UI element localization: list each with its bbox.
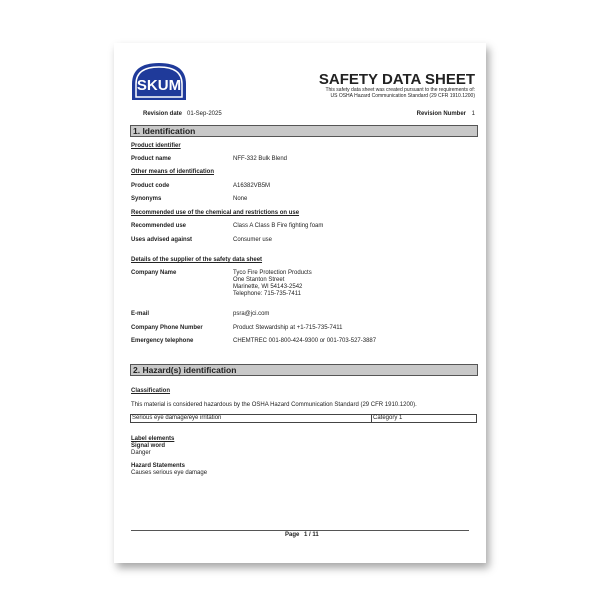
hazard-category: Category 1 [373, 415, 403, 421]
revision-number: 1 [471, 111, 475, 117]
section-2-header: 2. Hazard(s) identification [130, 364, 478, 376]
subtitle-line: US OSHA Hazard Communication Standard (29 CFR 1910.1200) [330, 93, 475, 99]
recommended-use-label: Recommended use [131, 223, 187, 229]
emergency-phone: CHEMTREC 001-800-424-9300 or 001-703-527-3887 [233, 338, 377, 344]
revision-date-label: Revision date [143, 111, 183, 117]
company-line: Tyco Fire Protection Products [233, 270, 312, 276]
company-line: Telephone: 715-735-7411 [233, 291, 301, 297]
classification-heading: Classification [131, 388, 171, 394]
email-label: E-mail [131, 311, 150, 317]
revision-number-label: Revision Number [416, 111, 466, 117]
uses-against: Consumer use [233, 237, 273, 243]
hazard-statements-label: Hazard Statements [131, 463, 186, 469]
signal-word-label: Signal word [131, 443, 166, 449]
phone: Product Stewardship at +1-715-735-7411 [233, 325, 343, 331]
recommended-use-heading: Recommended use of the chemical and restrictions on use [131, 210, 300, 216]
subtitle-line: This safety data sheet was created pursuant to the requirements of: [325, 87, 475, 93]
company-line: One Stanton Street [233, 277, 285, 283]
section-1-header: 1. Identification [130, 125, 478, 137]
signal-word: Danger [131, 450, 151, 456]
synonyms: None [233, 196, 248, 202]
hazard-statement: Causes serious eye damage [131, 470, 208, 476]
product-name: NFF-332 Bulk Blend [233, 156, 288, 162]
label-elements-heading: Label elements [131, 436, 175, 442]
product-name-label: Product name [131, 156, 172, 162]
svg-text:SKUM: SKUM [136, 77, 182, 94]
product-identifier-heading: Product identifier [131, 143, 181, 149]
company-line: Marinette, WI 54143-2542 [233, 284, 303, 290]
product-code: A16382VB5M [233, 183, 271, 189]
page-number: 1 / 11 [304, 532, 319, 538]
emergency-label: Emergency telephone [131, 338, 194, 344]
page-label: Page [285, 532, 300, 538]
document-title: SAFETY DATA SHEET [318, 71, 475, 88]
footer-divider [131, 530, 469, 531]
classification-table [130, 414, 477, 423]
email-link[interactable]: psra@jci.com [233, 311, 270, 317]
synonyms-label: Synonyms [131, 196, 162, 202]
phone-label: Company Phone Number [131, 325, 203, 331]
hazard-class: Serious eye damage/eye irritation [132, 415, 222, 421]
uses-against-label: Uses advised against [131, 237, 193, 243]
other-means-heading: Other means of identification [131, 169, 215, 175]
sds-page [114, 43, 486, 563]
company-name-label: Company Name [131, 270, 177, 276]
revision-date: 01-Sep-2025 [187, 111, 222, 117]
recommended-use: Class A Class B Fire fighting foam [233, 223, 324, 229]
product-code-label: Product code [131, 183, 170, 189]
supplier-heading: Details of the supplier of the safety data sheet [131, 257, 263, 263]
skum-logo [130, 62, 188, 101]
classification-statement: This material is considered hazardous by the OSHA Hazard Communication Standard (29 CFR 1910.1200). [131, 402, 417, 408]
